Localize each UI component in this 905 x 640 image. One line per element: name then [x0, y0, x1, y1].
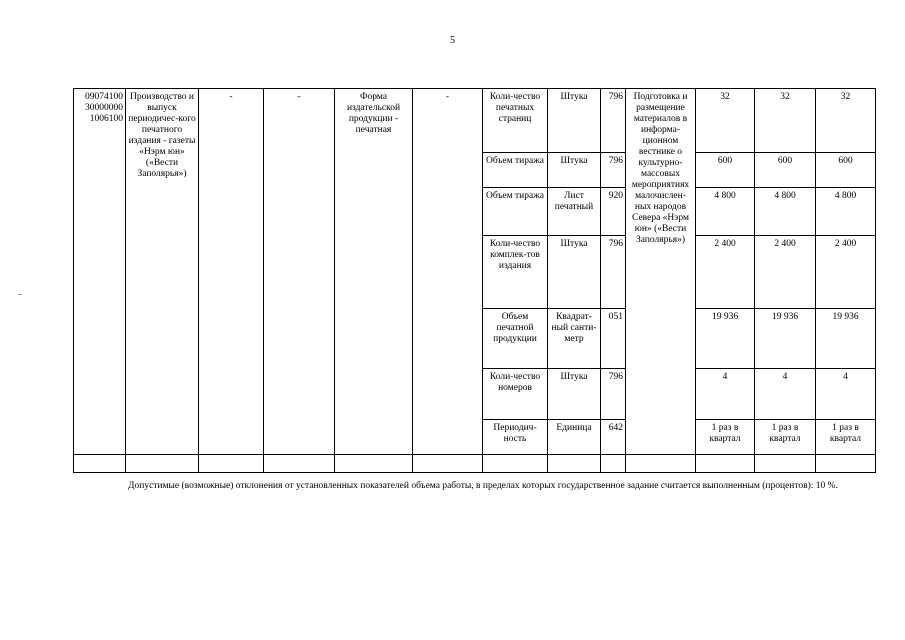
value-2-cell: 19 936 [755, 309, 816, 369]
value-1-cell: 4 800 [696, 188, 755, 236]
indicator-cell: Периодич-ность [483, 420, 548, 455]
value-2-cell: 4 [755, 369, 816, 420]
indicator-cell: Объем тиража [483, 188, 548, 236]
unit-cell: Штука [548, 153, 601, 188]
value-2-cell: 1 раз в квартал [755, 420, 816, 455]
unit-cell: Квадрат-ный санти-метр [548, 309, 601, 369]
unit-cell: Лист печатный [548, 188, 601, 236]
form-cell: Форма издательской продукции - печатная [335, 89, 413, 455]
unit-cell: Штука [548, 369, 601, 420]
service-name-cell: Производство и выпуск периодичес-кого печатного издания - газеты «Нэрм юн» («Вести Заполярья») [126, 89, 199, 455]
value-1-cell: 2 400 [696, 236, 755, 309]
value-1-cell: 32 [696, 89, 755, 153]
unit-code-cell: 796 [601, 236, 626, 309]
value-1-cell: 1 раз в квартал [696, 420, 755, 455]
value-1-cell: 4 [696, 369, 755, 420]
unit-code-cell: 051 [601, 309, 626, 369]
unit-code-cell: 796 [601, 89, 626, 153]
col3-cell: - [199, 89, 264, 455]
work-volume-table [73, 88, 876, 473]
value-1-cell: 600 [696, 153, 755, 188]
registry-code-cell: 09074100 30000000 1006100 [74, 89, 126, 455]
col6-cell: - [413, 89, 483, 455]
value-2-cell: 600 [755, 153, 816, 188]
unit-code-cell: 796 [601, 153, 626, 188]
value-2-cell: 2 400 [755, 236, 816, 309]
unit-cell: Штука [548, 236, 601, 309]
value-3-cell: 32 [816, 89, 876, 153]
value-3-cell: 19 936 [816, 309, 876, 369]
value-3-cell: 2 400 [816, 236, 876, 309]
value-1-cell: 19 936 [696, 309, 755, 369]
value-3-cell: 4 [816, 369, 876, 420]
unit-cell: Штука [548, 89, 601, 153]
indicator-cell: Коли-чество комплек-тов издания [483, 236, 548, 309]
unit-cell: Единица [548, 420, 601, 455]
value-3-cell: 1 раз в квартал [816, 420, 876, 455]
unit-code-cell: 642 [601, 420, 626, 455]
value-3-cell: 600 [816, 153, 876, 188]
page-number: 5 [450, 35, 455, 46]
table-row [74, 89, 876, 153]
indicator-cell: Коли-чество номеров [483, 369, 548, 420]
value-2-cell: 32 [755, 89, 816, 153]
col4-cell: - [264, 89, 335, 455]
indicator-cell: Объем тиража [483, 153, 548, 188]
empty-table-row [74, 455, 876, 473]
value-3-cell: 4 800 [816, 188, 876, 236]
indicator-cell: Объем печатной продукции [483, 309, 548, 369]
unit-code-cell: 920 [601, 188, 626, 236]
deviation-footnote: Допустимые (возможные) отклонения от установленных показателей объема работы, в пределах которых государственное задание считается выполненным (процентов): 10 %. [128, 481, 838, 491]
description-cell: Подготовка и размещение материалов в информа-ционном вестнике о культурно-массовых мероприятиях малочислен-ных народов Севера «Нэрм юн» («Вести Заполярья») [626, 89, 696, 455]
indicator-cell: Коли-чество печатных страниц [483, 89, 548, 153]
value-2-cell: 4 800 [755, 188, 816, 236]
edge-mark [18, 294, 22, 295]
unit-code-cell: 796 [601, 369, 626, 420]
